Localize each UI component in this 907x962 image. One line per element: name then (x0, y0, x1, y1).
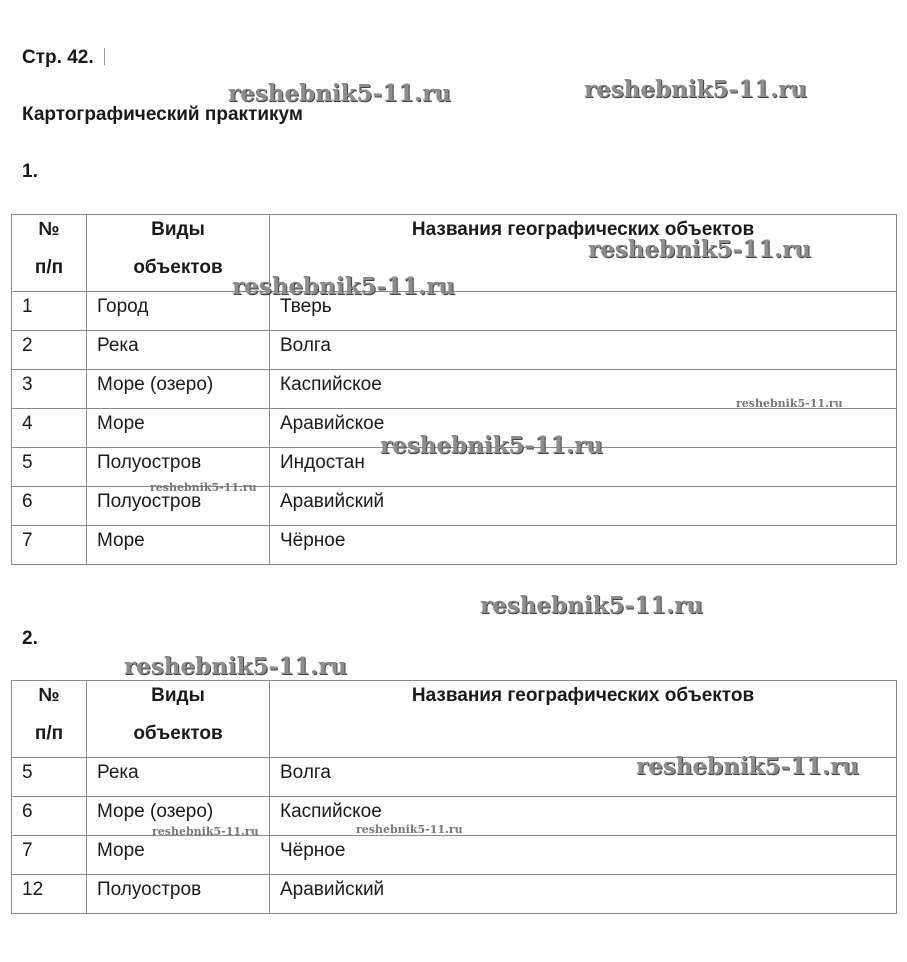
watermark: reshebnik5-11.ru (588, 236, 811, 263)
cell-type: Море (87, 836, 270, 875)
cell-type: Море (87, 526, 270, 565)
cell-number: 6 (12, 797, 87, 836)
table-row (12, 448, 897, 487)
cell-number: 12 (12, 875, 87, 914)
table-header-row (12, 215, 897, 292)
cell-number: 7 (12, 836, 87, 875)
cell-type: Река (87, 758, 270, 797)
cell-name: Чёрное (270, 836, 897, 875)
cell-name: Чёрное (270, 526, 897, 565)
cell-name: Тверь (270, 292, 897, 331)
header-object-type: Виды объектов (87, 215, 270, 292)
task-1-number: 1. (22, 161, 38, 182)
table-row (12, 526, 897, 565)
cell-name: Аравийский (270, 487, 897, 526)
table-row (12, 370, 897, 409)
task-2-table (11, 680, 897, 914)
cell-number: 2 (12, 331, 87, 370)
table-row (12, 758, 897, 797)
cell-type: Море (озеро) (87, 370, 270, 409)
table-row (12, 836, 897, 875)
table-row (12, 331, 897, 370)
cell-number: 5 (12, 758, 87, 797)
task-2-number: 2. (22, 628, 38, 649)
header-number: № п/п (12, 215, 87, 292)
watermark: reshebnik5-11.ru (380, 432, 603, 459)
cell-type: Река (87, 331, 270, 370)
watermark: reshebnik5-11.ru (480, 592, 703, 619)
header-object-names: Названия географических объектов (270, 215, 897, 292)
cell-number: 3 (12, 370, 87, 409)
watermark: reshebnik5-11.ru (636, 753, 859, 780)
table-row (12, 487, 897, 526)
section-title: Картографический практикум (22, 104, 303, 125)
cell-number: 4 (12, 409, 87, 448)
table-row (12, 875, 897, 914)
cell-type: Город (87, 292, 270, 331)
watermark: reshebnik5-11.ru (124, 653, 347, 680)
cell-type: Полуостров (87, 487, 270, 526)
watermark: reshebnik5-11.ru (356, 823, 463, 836)
watermark: reshebnik5-11.ru (232, 273, 455, 300)
cell-name: Каспийское (270, 370, 897, 409)
cell-number: 6 (12, 487, 87, 526)
cell-name: Волга (270, 758, 897, 797)
cell-type: Море (87, 409, 270, 448)
watermark: reshebnik5-11.ru (228, 80, 451, 107)
table-header-row (12, 681, 897, 758)
table-row (12, 409, 897, 448)
table-row (12, 797, 897, 836)
task-1-table (11, 214, 897, 565)
watermark: reshebnik5-11.ru (152, 825, 259, 838)
header-object-names: Названия географических объектов (270, 681, 897, 758)
cell-number: 5 (12, 448, 87, 487)
header-object-type: Виды объектов (87, 681, 270, 758)
cell-number: 7 (12, 526, 87, 565)
cell-name: Аравийский (270, 875, 897, 914)
cell-type: Полуостров (87, 875, 270, 914)
watermark: reshebnik5-11.ru (736, 397, 843, 410)
cell-type: Море (озеро) (87, 797, 270, 836)
table-row (12, 292, 897, 331)
watermark: reshebnik5-11.ru (150, 481, 257, 494)
cell-name: Индостан (270, 448, 897, 487)
cell-name: Каспийское (270, 797, 897, 836)
text-cursor-mark (104, 48, 105, 65)
watermark: reshebnik5-11.ru (584, 76, 807, 103)
cell-name: Волга (270, 331, 897, 370)
header-number: № п/п (12, 681, 87, 758)
page-label: Стр. 42. (22, 47, 105, 69)
cell-number: 1 (12, 292, 87, 331)
cell-type: Полуостров (87, 448, 270, 487)
cell-name: Аравийское (270, 409, 897, 448)
